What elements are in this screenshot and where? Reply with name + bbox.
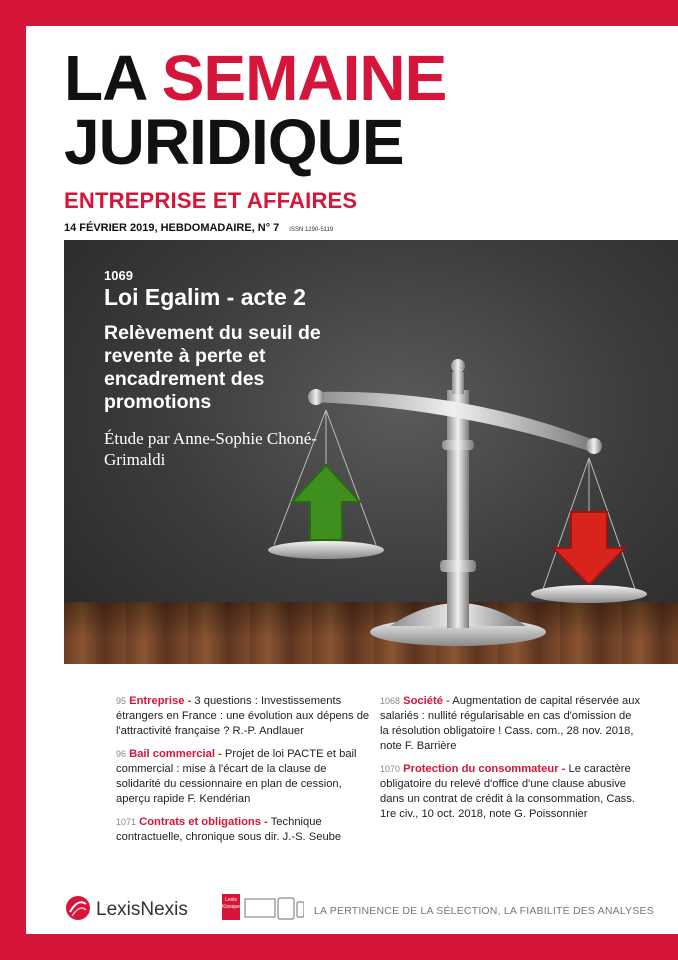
item-text: Le caractère obligatoire du relevé d'office d'une clause abusive dans un contrat de crédit à la consommation, Cass. 1re civ., 10 oct. 2018, note G. Poissonnier bbox=[380, 763, 635, 820]
article-number: 1069 bbox=[104, 268, 133, 283]
footer-tagline: LA PERTINENCE DE LA SÉLECTION, LA FIABILITÉ DES ANALYSES bbox=[314, 905, 654, 917]
item-number: 96 bbox=[116, 749, 127, 759]
edition-subtitle: ENTREPRISE ET AFFAIRES bbox=[64, 188, 358, 213]
dateline bbox=[64, 222, 333, 234]
item-number: 1071 bbox=[116, 817, 137, 827]
lexisnexis-logo-icon[interactable] bbox=[64, 894, 92, 922]
article-author: Étude par Anne-Sophie Choné-Grimaldi bbox=[104, 429, 317, 469]
item-category: Protection du consommateur - bbox=[403, 763, 566, 775]
masthead-title-line1 bbox=[64, 42, 447, 114]
item-number: 95 bbox=[116, 696, 127, 706]
item-category: Société bbox=[403, 695, 443, 707]
summary-item[interactable] bbox=[380, 762, 642, 822]
item-number: 1068 bbox=[380, 696, 401, 706]
publisher-name[interactable]: LexisNexis bbox=[96, 899, 188, 920]
title-semaine: SEMAINE bbox=[161, 42, 447, 114]
arrow-up-icon bbox=[292, 465, 360, 540]
item-text: 3 questions : Investissements étrangers en France : une évolution aux dépens de l'attractivité française ? R.-P. Andlauer bbox=[116, 695, 370, 737]
item-category: Contrats et obligations - bbox=[139, 816, 268, 828]
cover-page bbox=[26, 26, 678, 934]
issue-date: 14 FÉVRIER 2019, HEBDOMADAIRE, N° 7 bbox=[64, 222, 280, 234]
summary-item[interactable] bbox=[380, 694, 642, 754]
item-text: Projet de loi PACTE et bail commercial : mise à l'écart de la clause de solidarité du cessionnaire en plan de cession, aperçu rapide F. Kendérian bbox=[116, 748, 357, 805]
article-title[interactable]: Loi Egalim - acte 2 bbox=[104, 284, 306, 310]
item-text: Technique contractuelle, chronique sous dir. J.-S. Seube bbox=[116, 816, 342, 843]
kiosque-badge[interactable]: Lexis Kiosque bbox=[222, 894, 240, 920]
summary-item[interactable] bbox=[116, 815, 372, 845]
article-subtitle: Relèvement du seuil de revente à perte et encadrement des promotions bbox=[104, 322, 321, 413]
masthead-title-line2: JURIDIQUE bbox=[64, 106, 404, 178]
footer bbox=[26, 894, 678, 934]
summary-right-column bbox=[380, 694, 642, 830]
title-la: LA bbox=[64, 42, 162, 114]
summary-item[interactable] bbox=[116, 694, 372, 739]
devices-icon bbox=[244, 896, 304, 920]
item-category: Entreprise - bbox=[129, 695, 192, 707]
arrow-down-icon bbox=[553, 512, 625, 585]
cover-image[interactable] bbox=[64, 240, 678, 664]
issn: ISSN 1290-5119 bbox=[289, 227, 334, 233]
item-number: 1070 bbox=[380, 764, 401, 774]
summary-item[interactable] bbox=[116, 747, 372, 807]
item-text: - Augmentation de capital réservée aux salariés : nullité régularisable en cas d'omission de la résolution obligatoire ! Cass. com., 28 nov. 2018, note F. Barrière bbox=[380, 695, 641, 752]
item-category: Bail commercial - bbox=[129, 748, 222, 760]
summary-left-column bbox=[116, 694, 372, 853]
